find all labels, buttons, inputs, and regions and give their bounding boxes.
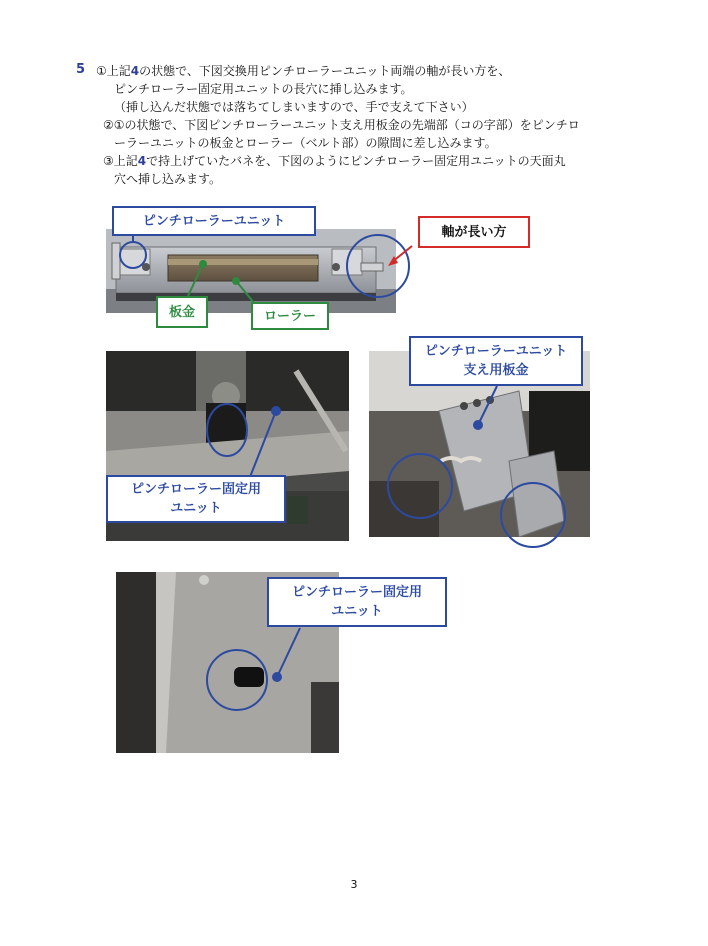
instruction-line-4: ②①の状態で、下図ピンチローラーユニット支え用板金の先端部（コの字部）をピンチロ bbox=[103, 118, 580, 132]
label-roller: ローラー bbox=[251, 302, 329, 330]
label-fixing-unit-1-line-2: ユニット bbox=[170, 501, 222, 516]
label-fixing-unit-1-line-1: ピンチローラー固定用 bbox=[130, 482, 261, 497]
pointer-dot-fixing-unit-2 bbox=[272, 672, 282, 682]
step-ref-2: 4 bbox=[137, 154, 147, 168]
step-number: 5 bbox=[76, 62, 86, 77]
pointer-dot-support-metal bbox=[473, 420, 483, 430]
label-sheet-metal: 板金 bbox=[156, 296, 208, 328]
pointer-sheet-metal bbox=[188, 264, 203, 296]
highlight-circle-hole bbox=[207, 650, 267, 710]
pointer-support-metal bbox=[478, 386, 497, 425]
instruction-line-6-a: ③上記 bbox=[103, 154, 138, 168]
instruction-line-7: 穴へ挿し込みます。 bbox=[114, 172, 222, 186]
label-pinch-roller-unit: ピンチローラーユニット bbox=[112, 206, 316, 236]
instruction-line-1-a: ①上記 bbox=[96, 64, 131, 78]
instruction-line-3: （挿し込んだ状態では落ちてしまいますので、手で支えて下さい） bbox=[114, 100, 474, 114]
label-support-metal bbox=[409, 336, 583, 386]
label-fixing-unit-2 bbox=[267, 577, 447, 627]
instruction-line-5: ーラーユニットの板金とローラー（ベルト部）の隙間に差し込みます。 bbox=[114, 136, 497, 150]
highlight-circle-long-shaft bbox=[347, 235, 409, 297]
highlight-circle-tip bbox=[501, 483, 565, 547]
page-number: 3 bbox=[350, 878, 358, 891]
instruction-line-1-b: の状態で、下図交換用ピンチローラーユニット両端の軸が長い方を、 bbox=[139, 64, 511, 78]
instruction-line-2: ピンチローラー固定用ユニットの長穴に挿し込みます。 bbox=[114, 82, 413, 96]
pointer-fixing-unit bbox=[250, 411, 276, 477]
pointer-roller bbox=[236, 281, 255, 304]
pointer-fixing-unit-2 bbox=[277, 628, 300, 677]
highlight-circle-left-shaft bbox=[120, 242, 146, 268]
instruction-line-6-b: で持上げていたバネを、下図のようにピンチローラー固定用ユニットの天面丸 bbox=[146, 154, 566, 168]
label-support-metal-line-2: 支え用板金 bbox=[463, 363, 529, 378]
highlight-circle-slot bbox=[207, 404, 247, 456]
pointer-dot-fixing-unit bbox=[271, 406, 281, 416]
highlight-circle-spring bbox=[388, 454, 452, 518]
step-ref: 4 bbox=[130, 64, 140, 78]
label-fixing-unit-1 bbox=[106, 475, 286, 523]
label-long-shaft: 軸が長い方 bbox=[418, 216, 530, 248]
pointer-dot-roller bbox=[232, 277, 240, 285]
label-fixing-unit-2-line-2: ユニット bbox=[331, 604, 383, 619]
pointer-dot-sheet-metal bbox=[199, 260, 207, 268]
label-fixing-unit-2-line-1: ピンチローラー固定用 bbox=[291, 585, 422, 600]
label-support-metal-line-1: ピンチローラーユニット bbox=[424, 344, 568, 359]
